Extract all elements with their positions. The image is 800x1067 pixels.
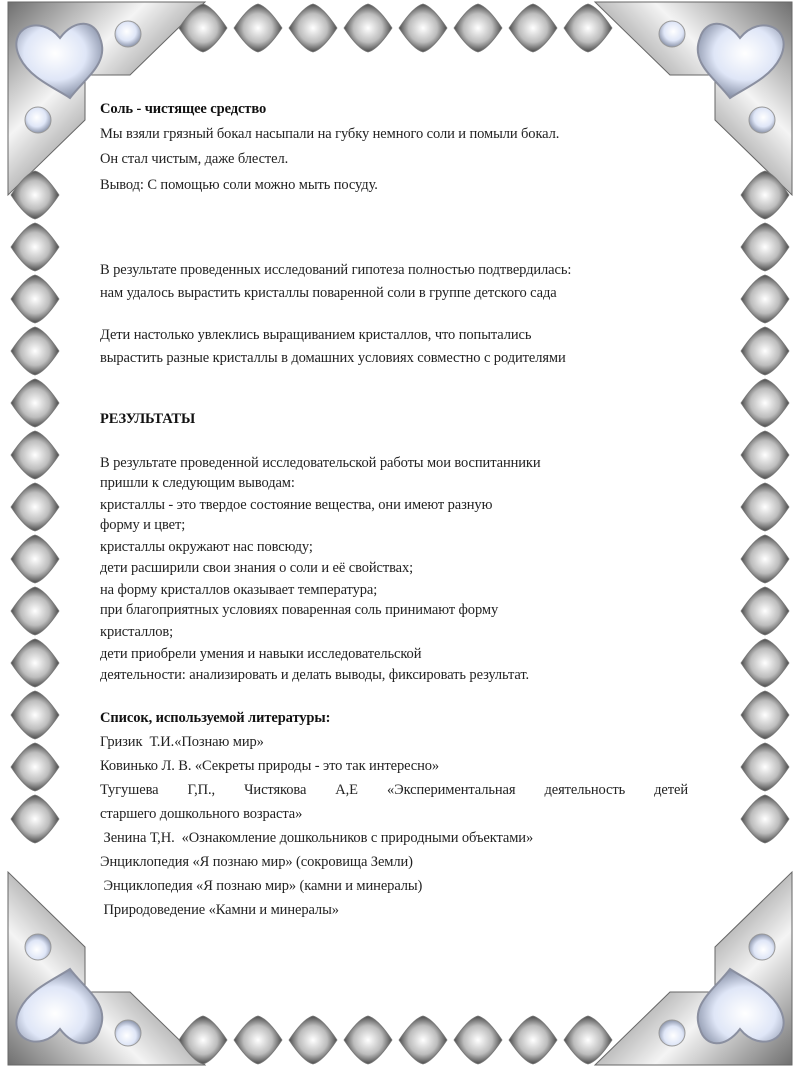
crystal-diamond-icon	[11, 223, 59, 271]
crystal-diamond-icon	[741, 223, 789, 271]
crystal-diamond-icon	[11, 795, 59, 843]
crystal-diamond-icon	[344, 1016, 392, 1064]
text-line: Мы взяли грязный бокал насыпали на губку немного соли и помыли бокал.	[100, 126, 560, 142]
text-line: дети расширили свои знания о соли и её свойствах;	[100, 560, 414, 576]
crystal-diamond-icon	[11, 639, 59, 687]
crystal-diamond-icon	[399, 1016, 447, 1064]
text-line: Он стал чистым, даже блестел.	[100, 151, 289, 167]
round-gem-icon	[115, 1020, 141, 1046]
results-title: РЕЗУЛЬТАТЫ	[100, 411, 196, 427]
text-line: при благоприятных условиях поваренная соль принимают форму	[100, 602, 499, 618]
text-line: кристаллов;	[100, 624, 174, 640]
round-gem-icon	[115, 21, 141, 47]
crystal-diamond-icon	[11, 327, 59, 375]
text-line: Дети настолько увлеклись выращиванием кристаллов, что попытались	[100, 327, 532, 343]
text-line: кристаллы окружают нас повсюду;	[100, 539, 313, 555]
crystal-diamond-icon	[741, 327, 789, 375]
crystal-diamond-icon	[741, 431, 789, 479]
text-line: Вывод: С помощью соли можно мыть посуду.	[100, 177, 378, 193]
crystal-diamond-icon	[741, 535, 789, 583]
crystal-diamond-icon	[11, 431, 59, 479]
crystal-diamond-icon	[11, 691, 59, 739]
text-line: кристаллы - это твердое состояние вещества, они имеют разную	[100, 497, 493, 513]
crystal-diamond-icon	[741, 275, 789, 323]
crystal-diamond-icon	[234, 4, 282, 52]
round-gem-icon	[25, 934, 51, 960]
crystal-diamond-icon	[509, 4, 557, 52]
crystal-diamond-icon	[741, 743, 789, 791]
literature-item: Гризик Т.И.«Познаю мир»	[100, 734, 264, 750]
corner-ornament	[595, 872, 792, 1065]
text-line: В результате проведенных исследований гипотеза полностью подтвердилась:	[100, 262, 572, 278]
crystal-diamond-icon	[234, 1016, 282, 1064]
text-line: В результате проведенной исследовательской работы мои воспитанники	[100, 455, 541, 471]
crystal-diamond-icon	[741, 639, 789, 687]
literature-item: Зенина Т,Н. «Ознакомление дошкольников с природными объектами»	[100, 830, 534, 846]
crystal-diamond-icon	[11, 483, 59, 531]
crystal-diamond-icon	[344, 4, 392, 52]
text-line: деятельности: анализировать и делать выводы, фиксировать результат.	[100, 667, 530, 683]
crystal-diamond-icon	[399, 4, 447, 52]
crystal-diamond-icon	[741, 691, 789, 739]
crystal-diamond-icon	[289, 1016, 337, 1064]
crystal-diamond-icon	[741, 795, 789, 843]
round-gem-icon	[659, 21, 685, 47]
crystal-diamond-icon	[289, 4, 337, 52]
crystal-diamond-icon	[11, 275, 59, 323]
crystal-diamond-icon	[741, 587, 789, 635]
text-line: дети приобрели умения и навыки исследовательской	[100, 646, 422, 662]
literature-item: Природоведение «Камни и минералы»	[100, 902, 339, 918]
crystal-diamond-icon	[11, 743, 59, 791]
literature-item: Энциклопедия «Я познаю мир» (камни и минералы)	[100, 878, 423, 894]
round-gem-icon	[25, 107, 51, 133]
crystal-diamond-icon	[741, 483, 789, 531]
text-line: пришли к следующим выводам:	[100, 475, 295, 491]
round-gem-icon	[659, 1020, 685, 1046]
text-line: вырастить разные кристаллы в домашних условиях совместно с родителями	[100, 350, 566, 366]
literature-title: Список, используемой литературы:	[100, 710, 331, 726]
round-gem-icon	[749, 107, 775, 133]
literature-item: старшего дошкольного возраста»	[100, 806, 303, 822]
crystal-diamond-icon	[741, 379, 789, 427]
crystal-diamond-icon	[11, 535, 59, 583]
literature-item: Энциклопедия «Я познаю мир» (сокровища Земли)	[100, 854, 413, 870]
text-line: на форму кристаллов оказывает температура;	[100, 582, 378, 598]
literature-item: Ковинько Л. В. «Секреты природы - это так интересно»	[100, 758, 440, 774]
corner-ornament	[8, 872, 205, 1065]
text-line: форму и цвет;	[100, 517, 186, 533]
crystal-diamond-icon	[509, 1016, 557, 1064]
crystal-diamond-icon	[11, 379, 59, 427]
literature-item: Тугушева Г,П., Чистякова А,Е «Экспериментальная деятельность детей	[100, 782, 688, 798]
crystal-diamond-icon	[11, 587, 59, 635]
crystal-diamond-icon	[454, 1016, 502, 1064]
corner-ornament	[595, 2, 792, 195]
salt-section-title: Соль - чистящее средство	[100, 101, 267, 117]
round-gem-icon	[749, 934, 775, 960]
text-line: нам удалось вырастить кристаллы поваренной соли в группе детского сада	[100, 285, 557, 301]
crystal-diamond-icon	[454, 4, 502, 52]
